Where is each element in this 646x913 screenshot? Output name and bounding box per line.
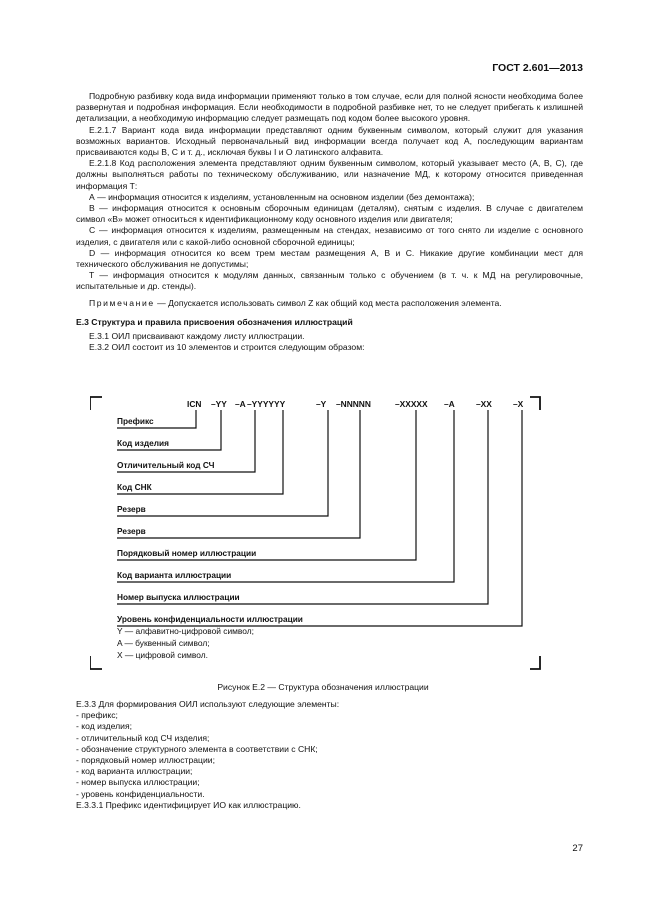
body-text-bottom — [76, 699, 583, 811]
list-item: - порядковый номер иллюстрации; — [76, 755, 215, 766]
list-item: - код варианта иллюстрации; — [76, 766, 193, 777]
figure-label: Порядковый номер иллюстрации — [117, 548, 257, 558]
figure-caption: Рисунок Е.2 — Структура обозначения иллюстрации — [217, 682, 429, 692]
note-label: Примечание — [89, 297, 155, 308]
corner-top-right — [530, 397, 540, 410]
code-part-prefix: ICN — [187, 399, 202, 409]
figure-label: Код СНК — [117, 482, 152, 492]
note — [76, 298, 583, 309]
section-title: Е.3 Структура и правила присвоения обозначения иллюстраций — [76, 316, 353, 327]
paragraph: Е.3.2 ОИЛ состоит из 10 элементов и строится следующим образом: — [89, 342, 365, 353]
illustration-code-figure — [90, 392, 542, 672]
document-header: ГОСТ 2.601—2013 — [492, 62, 583, 74]
legend-item: Y — алфавитно-цифровой символ; — [117, 626, 254, 636]
legend-item: A — буквенный символ; — [117, 638, 210, 648]
paragraph: Е.3.3.1 Префикс идентифицирует ИО как иллюстрацию. — [76, 799, 301, 810]
figure-label: Код варианта иллюстрации — [117, 570, 232, 580]
code-part-reserve-2: –NNNNN — [336, 399, 371, 409]
code-part-issue: –XX — [476, 399, 492, 409]
corner-top-left — [90, 397, 102, 410]
list-item: - уровень конфиденциальности. — [76, 788, 205, 799]
page-number: 27 — [572, 843, 583, 854]
note-text: — Допускается использовать символ Z как общий код места расположения элемента. — [154, 297, 502, 308]
figure-label: Код изделия — [117, 438, 169, 448]
corner-bottom-right — [530, 656, 540, 669]
paragraph: Е.2.1.7 Вариант кода вида информации представляют одним буквенным символом, который служит для указания возможных вариантов. Исходный первоначальный вид информации всегда получает код А, последующим вариантам присваиваются коды В, С и т. д., исключая буквы I и О латинского алфавита. — [76, 124, 583, 158]
paragraph: А — информация относится к изделиям, установленным на основном изделии (без демонтажа); — [89, 191, 475, 202]
connector-line — [117, 410, 360, 538]
code-part-security: –X — [513, 399, 524, 409]
body-text-top — [76, 91, 583, 353]
code-part-product: –YY — [211, 399, 227, 409]
figure-label: Префикс — [117, 416, 154, 426]
figure-label: Резерв — [117, 526, 146, 536]
list-item: - отличительный код СЧ изделия; — [76, 732, 210, 743]
paragraph: С — информация относится к изделиям, размещенным на стендах, независимо от того снято ли изделие с основного изделия, с двигателя или с какой-либо основной сборочной единицы; — [76, 225, 583, 247]
figure-label: Отличительный код СЧ — [117, 460, 215, 470]
figure-label: Резерв — [117, 504, 146, 514]
figure-label: Номер выпуска иллюстрации — [117, 592, 240, 602]
paragraph: Е.3.1 ОИЛ присваивают каждому листу иллюстрации. — [89, 331, 305, 342]
figure-label: Уровень конфиденциальности иллюстрации — [117, 614, 303, 624]
list-item: - номер выпуска иллюстрации; — [76, 777, 200, 788]
paragraph: D — информация относится ко всем трем местам размещения А, В и С. Никакие другие комбинации мест для технического обслуживания не допустимы; — [76, 247, 583, 270]
list-item: - обозначение структурного элемента в соответствии с СНК; — [76, 743, 318, 754]
paragraph: В — информация относится к основным сборочным единицам (деталям), снятым с изделия. В случае с двигателем символ «В» может относиться к идентификационному коду основного изделия или двигателя; — [76, 203, 583, 225]
list-item: - код изделия; — [76, 721, 133, 732]
code-part-sequence: –XXXXX — [395, 399, 428, 409]
paragraph: Т — информация относится к модулям данных, связанным только с обучением (в т. ч. к МД на регулировочные, испытательные и др. стенды). — [76, 270, 583, 292]
code-part-differentiator: –A — [235, 399, 246, 409]
paragraph: Е.3.3 Для формирования ОИЛ используют следующие элементы: — [76, 699, 340, 709]
corner-bottom-left — [90, 656, 102, 669]
list-item: - префикс; — [76, 710, 118, 721]
code-part-variant: –A — [444, 399, 455, 409]
code-part-snk: –YYYYYY — [247, 399, 286, 409]
code-part-reserve-1: –Y — [316, 399, 327, 409]
paragraph: Подробную разбивку кода вида информации применяют только в том случае, если для полной ясности необходима более развернутая и подробная информация. Если необходимости в подробной разбивке нет, то не следует прибегать к излишней детализации, а необходимую информацию следует размещать под кодом более высокого уровня. — [76, 91, 583, 124]
legend-item: X — цифровой символ. — [117, 650, 208, 660]
paragraph: Е.2.1.8 Код расположения элемента представляют одним буквенным символом, который указывает место (А, В, С), где должны выполняться работы по техническому обслуживанию, или назначение МД, к которому относится приведенная информация Т: — [76, 158, 583, 191]
